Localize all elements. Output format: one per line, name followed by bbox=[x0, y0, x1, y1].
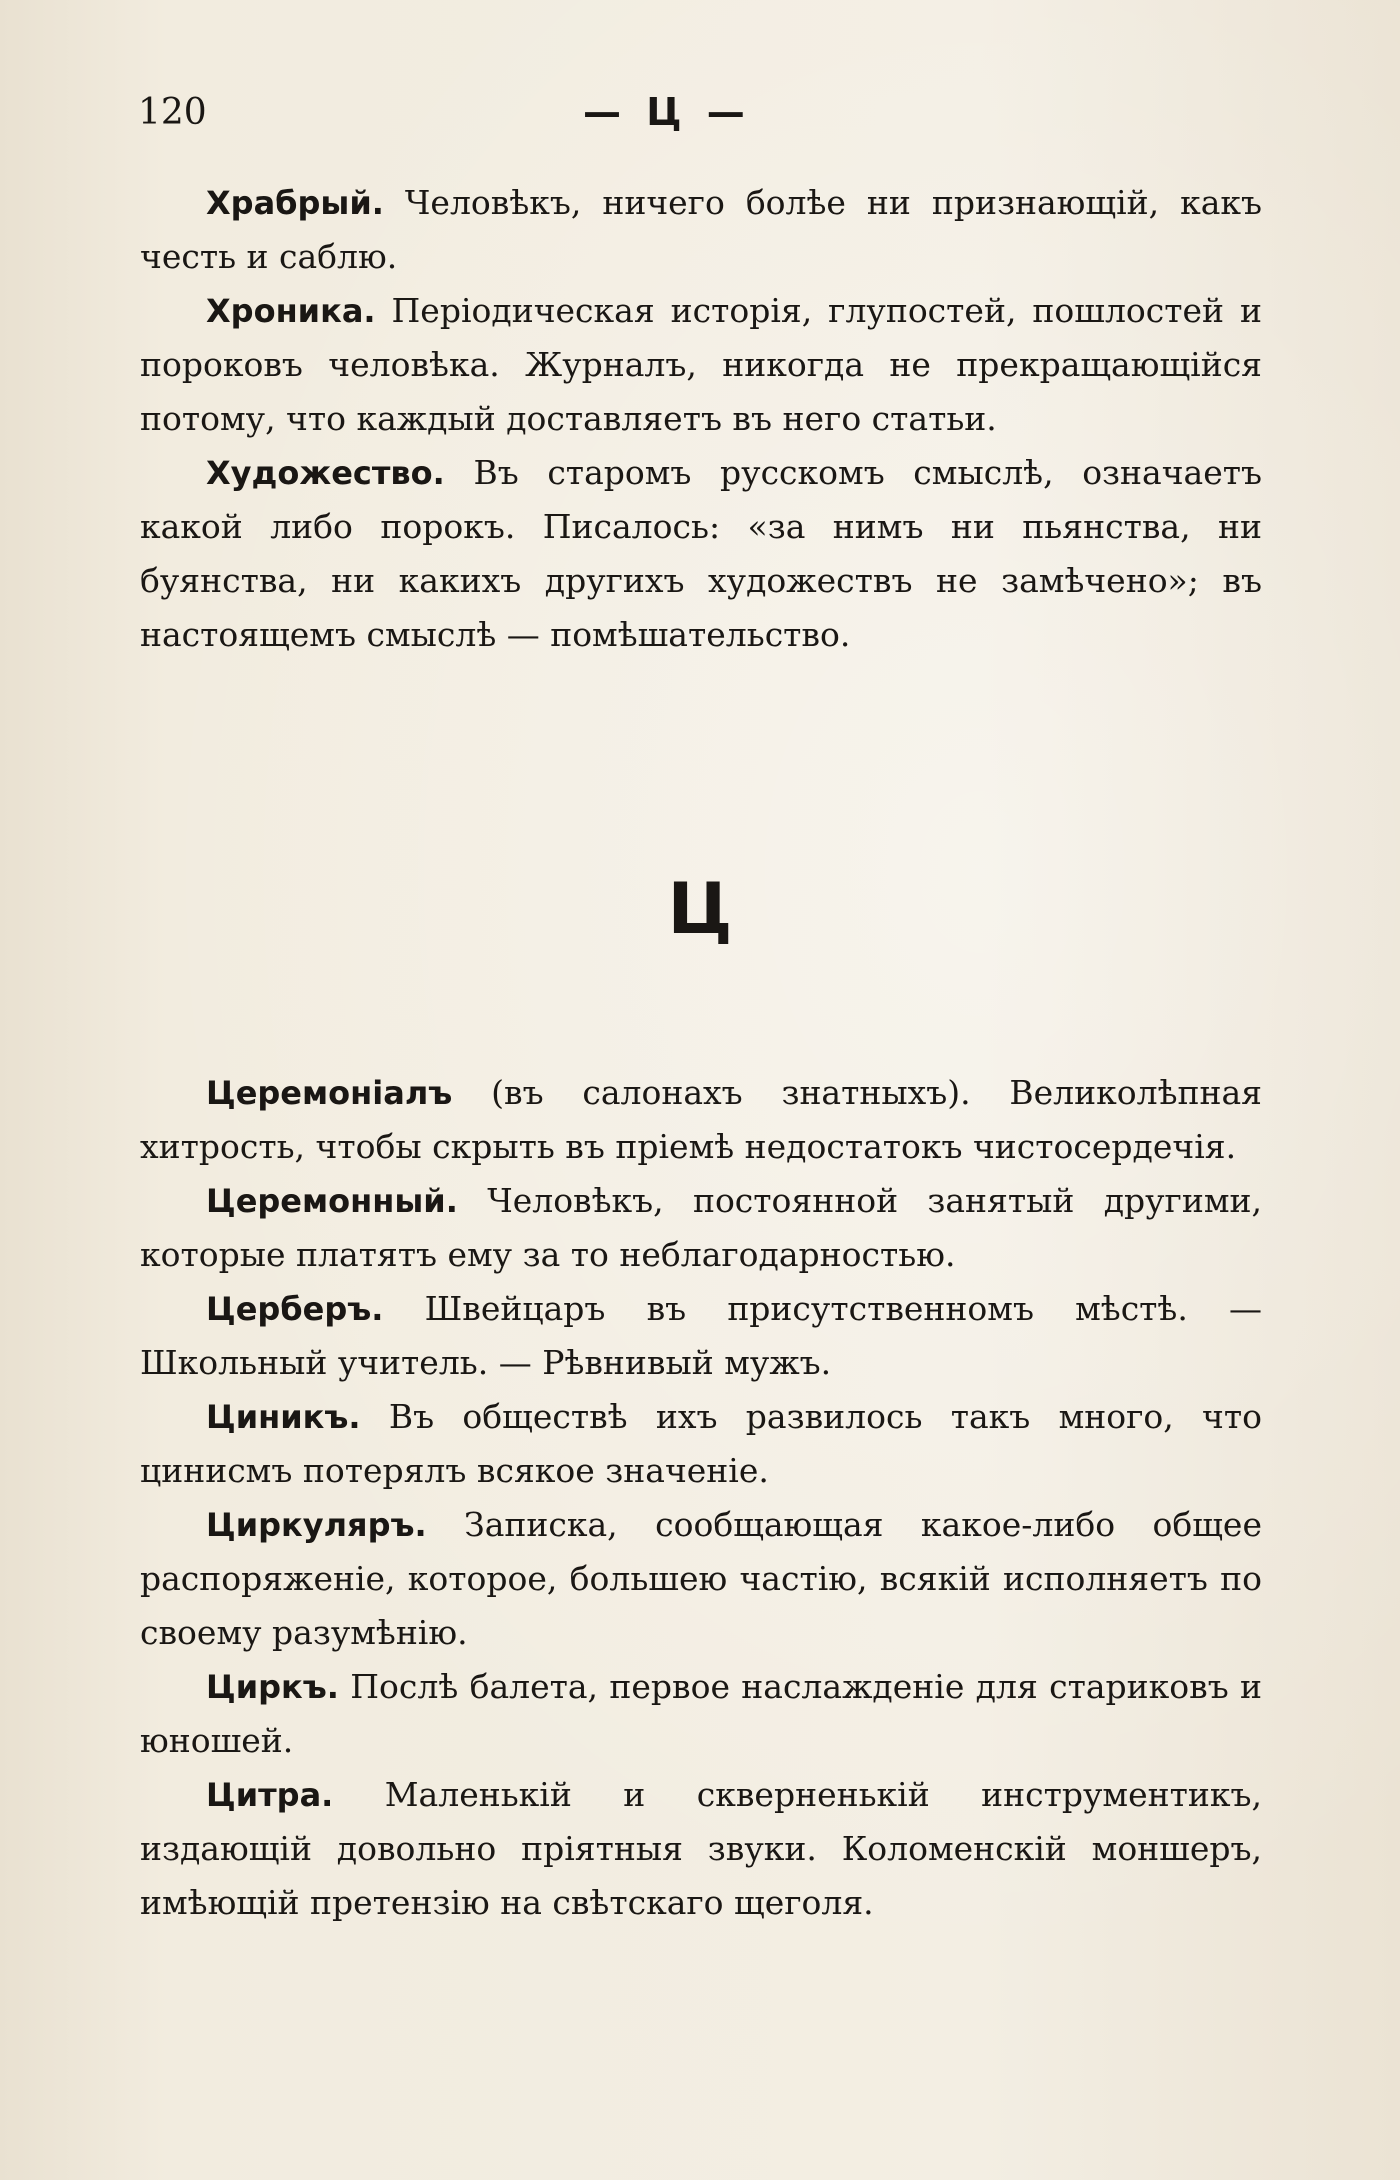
dictionary-entry bbox=[140, 1066, 1262, 1174]
entry-definition: Въ старомъ русскомъ смыслѣ, означаетъ какой либо порокъ. Писалось: «за нимъ ни пьянства, ни буянства, ни какихъ другихъ художествъ не замѣчено»; въ настоящемъ смыслѣ — помѣшательство. bbox=[140, 453, 1262, 654]
entry-definition: Въ обществѣ ихъ развилось такъ много, что цинисмъ потерялъ всякое значеніе. bbox=[140, 1397, 1262, 1490]
running-head: — Ц — bbox=[583, 90, 751, 134]
entry-definition: Человѣкъ, постоянной занятый другими, которые платятъ ему за то неблагодарностью. bbox=[140, 1181, 1262, 1274]
entry-term: Циникъ. bbox=[206, 1398, 361, 1436]
entry-term: Церемонный. bbox=[206, 1182, 458, 1220]
entries-kha bbox=[140, 176, 1262, 662]
entry-term: Церемоніалъ bbox=[206, 1074, 453, 1112]
entry-term: Художество. bbox=[206, 454, 445, 492]
dictionary-entry bbox=[140, 284, 1262, 446]
entry-term: Храбрый. bbox=[206, 184, 384, 222]
dictionary-entry bbox=[140, 1282, 1262, 1390]
dictionary-entry bbox=[140, 446, 1262, 662]
entry-term: Циркъ. bbox=[206, 1668, 339, 1706]
page-header bbox=[138, 92, 1282, 140]
page-number: 120 bbox=[138, 92, 207, 133]
entry-definition: (въ салонахъ знатныхъ). Великолѣпная хитрость, чтобы скрыть въ пріемѣ недостатокъ чистосердечія. bbox=[140, 1073, 1262, 1166]
entry-term: Цитра. bbox=[206, 1776, 334, 1814]
dictionary-entry bbox=[140, 1498, 1262, 1660]
entry-definition: Человѣкъ, ничего болѣе ни признающій, какъ честь и саблю. bbox=[140, 183, 1262, 276]
entry-term: Церберъ. bbox=[206, 1290, 384, 1328]
dictionary-entry bbox=[140, 176, 1262, 284]
entry-term: Циркуляръ. bbox=[206, 1506, 427, 1544]
entry-definition: Записка, сообщающая какое-либо общее распоряженіе, которое, большею частію, всякій исполняетъ по своему разумѣнію. bbox=[140, 1505, 1262, 1652]
section-letter-heading: Ц bbox=[667, 868, 733, 950]
entry-definition: Періодическая исторія, глупостей, пошлостей и пороковъ человѣка. Журналъ, никогда не прекращающійся потому, что каждый доставляетъ въ него статьи. bbox=[140, 291, 1262, 438]
entry-definition: Маленькій и скверненькій инструментикъ, издающій довольно пріятныя звуки. Коломенскій моншеръ, имѣющій претензію на свѣтскаго щеголя. bbox=[140, 1775, 1262, 1922]
dictionary-entry bbox=[140, 1174, 1262, 1282]
entry-definition: Послѣ балета, первое наслажденіе для стариковъ и юношей. bbox=[140, 1667, 1262, 1760]
dictionary-entry bbox=[140, 1768, 1262, 1930]
entry-definition: Швейцаръ въ присутственномъ мѣстѣ. — Школьный учитель. — Рѣвнивый мужъ. bbox=[140, 1289, 1262, 1382]
dictionary-entry bbox=[140, 1390, 1262, 1498]
entries-tse bbox=[140, 1066, 1262, 1930]
dictionary-entry bbox=[140, 1660, 1262, 1768]
entry-term: Хроника. bbox=[206, 292, 376, 330]
